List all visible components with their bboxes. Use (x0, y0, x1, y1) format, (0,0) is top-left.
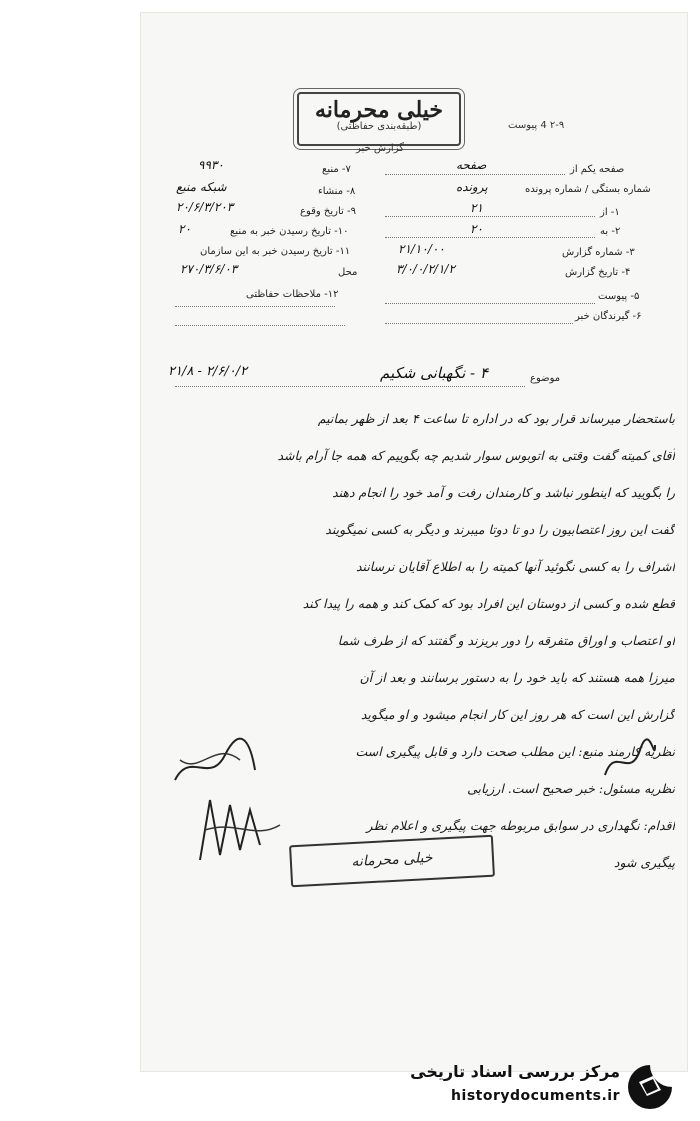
field-label: ۱- از (600, 207, 620, 218)
field-value: ۹۹۳۰ (198, 158, 224, 172)
field-label: ۲- به (600, 226, 621, 237)
archive-logo-icon (625, 1062, 675, 1112)
bottom-stamp-text: خیلی محرمانه (351, 849, 433, 871)
field-dotted-line (385, 237, 595, 238)
body-line: قطع شده و کسی از دوستان این افراد بود که کمک کند و همه را پیدا کند (302, 596, 675, 611)
field-dotted-line (385, 216, 595, 217)
field-label: محل (338, 267, 358, 278)
field-value: ۲۰ (178, 222, 191, 236)
stamp-note: گزارش خبر (356, 143, 404, 154)
field-value: شبکه منبع (176, 180, 227, 194)
classification-subtitle: (طبقه‌بندی حفاظتی) (336, 121, 422, 132)
field-dotted-line (385, 323, 573, 324)
watermark-name: مرکز بررسی اسناد تاریخی (410, 1062, 620, 1081)
field-value: ۲۰ (470, 222, 483, 236)
field-label: ۵- پیوست (598, 291, 640, 302)
subject-number: ۲۱/۸ - ۲/۶/۰/۲ (168, 364, 248, 379)
field-label: ۴- تاریخ گزارش (565, 267, 631, 278)
body-line: پیگیری شود (613, 855, 675, 870)
field-label: شماره بستگی / شماره پرونده (525, 184, 651, 195)
field-dotted-line (175, 306, 335, 307)
field-label: ۱۱- تاریخ رسیدن خبر به این سازمان (200, 246, 351, 257)
field-value: ۲۱/۱۰/۰۰ (398, 242, 445, 256)
body-line: اقدام: نگهداری در سوابق مربوطه جهت پیگیری و اعلام نظر (366, 818, 675, 833)
subject-value: ۴ - نگهبانی شکیم (380, 364, 488, 382)
body-line: او اعتصاب و اوراق متفرقه را دور بریزند و گفتند که از طرف شما (337, 633, 675, 648)
classification-stamp (297, 92, 461, 146)
field-label: ۶- گیرندگان خبر (575, 311, 642, 322)
field-dotted-line (175, 325, 345, 326)
field-label: ۸- منشاء (318, 186, 356, 197)
signature-scribble (170, 730, 260, 790)
body-line: اشراف را به کسی نگوئید آنها کمیته را به اطلاع آقایان نرسانند (355, 559, 675, 574)
body-line: میرزا همه هستند که باید خود را به دستور برسانند و بعد از آن (359, 670, 675, 685)
signature-scribble (600, 735, 660, 785)
field-value: پرونده (456, 180, 488, 194)
left-margin (0, 0, 140, 1121)
field-label: ۳- شماره گزارش (562, 247, 635, 258)
field-dotted-line (385, 174, 565, 175)
field-label: ۷- منبع (322, 164, 351, 175)
signature-scribble (195, 790, 285, 870)
field-value: ۳/۰/۰/۲/۱/۲ (396, 262, 455, 276)
field-value: صفحه (456, 158, 487, 172)
field-value: ۲۰/۶/۳/۲۰۳ (176, 200, 234, 214)
subject-label: موضوع (530, 373, 561, 384)
body-line: را بگویید که اینطور نباشد و کارمندان رفت و آمد خود را انجام دهند (332, 485, 675, 500)
field-dotted-line (385, 303, 595, 304)
body-line: گزارش این است که هر روز این کار انجام میشود و او میگوید (360, 707, 675, 722)
field-value: ۲۱ (470, 201, 483, 215)
subject-dotted-line (175, 386, 525, 387)
top-note: ۲-۹ 4 پیوست (508, 120, 565, 131)
field-label: ۹- تاریخ وقوع (300, 206, 356, 217)
field-label: صفحه یکم از (570, 164, 625, 175)
field-value: ۲۷۰/۳/۶/۰۳ (180, 262, 238, 276)
body-line: آقای کمیته گفت وقتی به اتوبوس سوار شدیم چه بگوییم که همه جا آرام باشد (277, 448, 675, 463)
body-line: نظریه کارمند منبع: این مطلب صحت دارد و قابل پیگیری است (355, 744, 675, 759)
body-line: نظریه مسئول: خبر صحیح است. ارزیابی (467, 781, 675, 796)
body-line: باستحضار میرساند قرار بود که در اداره تا ساعت ۴ بعد از ظهر بمانیم (317, 411, 675, 426)
body-line: گفت این روز اعتصابیون را دو تا دوتا میبرند و دیگر به کسی نمیگویند (325, 522, 675, 537)
field-label: ۱۲- ملاحظات حفاظتی (246, 289, 339, 300)
classification-title: خیلی محرمانه (314, 97, 444, 123)
field-label: ۱۰- تاریخ رسیدن خبر به منبع (230, 226, 349, 237)
watermark-url[interactable]: historydocuments.ir (451, 1088, 620, 1104)
